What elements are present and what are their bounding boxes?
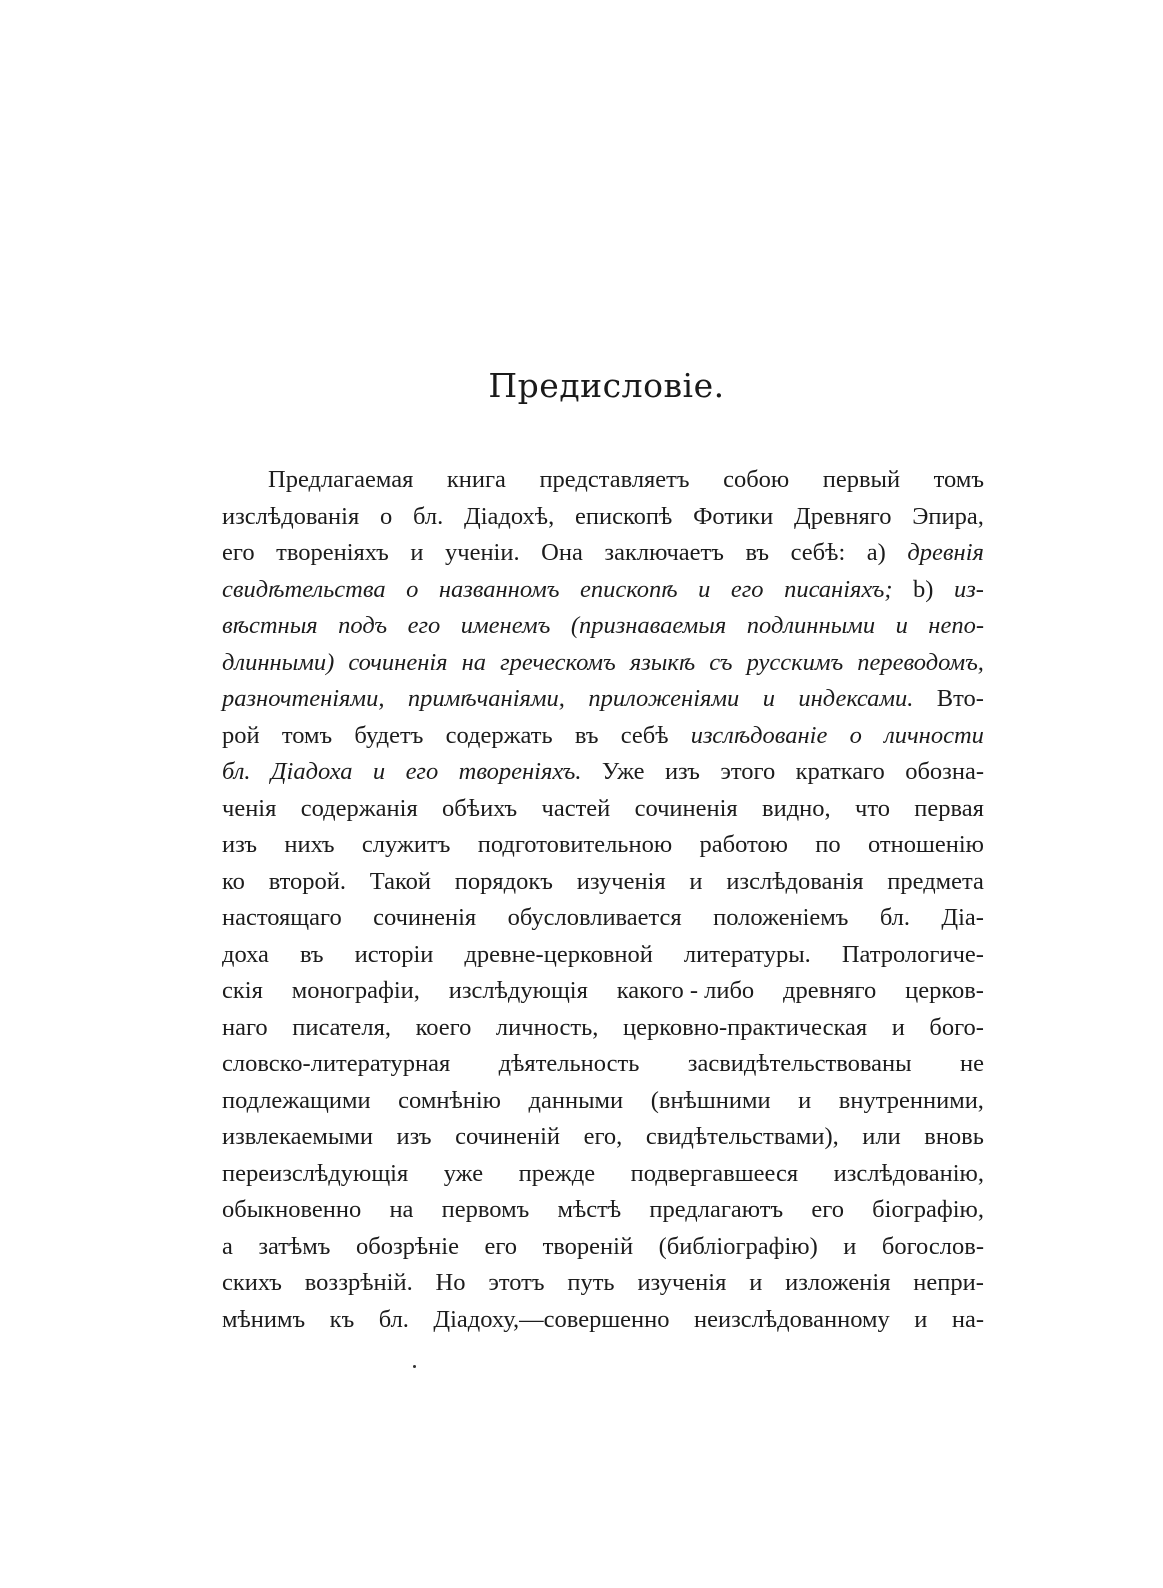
word: вновь [924, 1123, 984, 1150]
word: томъ [281, 721, 333, 749]
word: собою [723, 466, 790, 493]
word: изслѣдующія [448, 977, 588, 1004]
word: его [811, 1196, 844, 1223]
word: свидѣтельства [222, 575, 386, 603]
word: изложенія [785, 1269, 891, 1296]
word: книга [446, 466, 506, 493]
word: бл. [413, 502, 444, 530]
word: ко [222, 867, 245, 895]
word: работою [699, 831, 788, 858]
word: засвидѣтельствованы [687, 1050, 912, 1077]
word: епископѣ [580, 575, 678, 603]
word: скія [222, 977, 263, 1004]
word: Діадоху,—совершенно [433, 1305, 670, 1333]
word: монографіи, [291, 977, 420, 1004]
word: Но [435, 1269, 466, 1296]
text-line [222, 754, 984, 791]
text-line [222, 462, 984, 499]
word: приложеніями [588, 685, 740, 712]
text-line [222, 535, 984, 572]
word: представляетъ [539, 466, 690, 493]
word: Предлагаемая [268, 466, 414, 493]
word: а [222, 1232, 233, 1260]
word: b) [913, 575, 934, 603]
word: твореніяхъ [276, 539, 389, 566]
word: личность, [495, 1013, 599, 1041]
word: томъ [933, 466, 984, 493]
word: этого [720, 758, 776, 785]
word: подвергавшееся [630, 1159, 799, 1187]
word: его [730, 575, 764, 603]
word: переводомъ, [857, 648, 984, 676]
word: извлекаемыми [222, 1123, 373, 1150]
word: и [689, 867, 703, 895]
word: его [405, 758, 439, 785]
word: рой [222, 721, 260, 749]
word: содержанія [300, 794, 418, 822]
word: и [372, 758, 386, 785]
word: богослов- [881, 1232, 984, 1260]
word: мѣнимъ [222, 1305, 306, 1333]
word: древняго [783, 977, 877, 1004]
word: языкѣ [629, 648, 696, 676]
word: подлинными [746, 612, 876, 639]
word: древнія [907, 539, 984, 566]
word: церковно-практическая [622, 1013, 868, 1041]
text-line [222, 900, 984, 937]
word: Патрологиче- [841, 940, 984, 968]
word: служитъ [361, 831, 451, 858]
word: воззрѣній. [304, 1269, 413, 1296]
word: бого- [929, 1013, 984, 1041]
word: бл. [222, 758, 251, 785]
word: обусловливается [507, 904, 682, 931]
word: затѣмъ [258, 1232, 331, 1260]
word: изъ [222, 831, 258, 858]
preface-paragraph [222, 462, 984, 1338]
word: первая [914, 794, 984, 822]
word: краткаго [795, 758, 885, 785]
text-line [222, 791, 984, 828]
page-title: Предисловіе. [488, 366, 725, 405]
word: какого - либо [616, 977, 755, 1004]
text-line [222, 1192, 984, 1229]
word: названномъ [438, 575, 560, 603]
word: біографію, [872, 1196, 984, 1223]
word: второй. [268, 867, 347, 895]
word: изъ [664, 758, 700, 785]
word: обѣихъ [442, 794, 518, 822]
text-line [222, 1302, 984, 1339]
word: Такой [369, 867, 432, 895]
word: положеніемъ [713, 904, 849, 931]
word: сомнѣнію [398, 1086, 501, 1114]
word: твореній [542, 1232, 634, 1260]
word: и [891, 1013, 905, 1041]
word: себѣ [620, 721, 669, 749]
word: (внѣшними [650, 1086, 771, 1114]
word: Уже [601, 758, 645, 785]
word: съ [709, 648, 733, 676]
word: на [389, 1196, 414, 1223]
word: видно, [762, 794, 831, 822]
word: непри- [913, 1269, 984, 1296]
word: содержать [445, 721, 553, 749]
word: непо- [928, 612, 984, 639]
word: вѣстныя [222, 612, 318, 639]
text-line [222, 1229, 984, 1266]
word: наго [222, 1013, 268, 1041]
word: сочиненія [373, 904, 477, 931]
word: неизслѣдованному [694, 1305, 890, 1333]
word: Она [541, 539, 583, 566]
word: изслѣдованіе [690, 721, 828, 749]
word: его [407, 612, 441, 639]
word: подлежащими [222, 1086, 371, 1114]
word: изученія [637, 1269, 727, 1296]
word: переизслѣдующія [222, 1159, 409, 1187]
word: твореніяхъ. [458, 758, 582, 785]
word: и [895, 612, 908, 639]
word: настоящаго [222, 904, 342, 931]
word: Діадохѣ, [464, 502, 555, 530]
word: (признаваемыя [570, 612, 727, 639]
word: сочиненія [348, 648, 448, 676]
word: первомъ [441, 1196, 530, 1223]
word: Діадоха [270, 758, 353, 785]
word: изъ [396, 1123, 432, 1150]
word: Вто- [936, 685, 984, 712]
word: скихъ [222, 1269, 282, 1296]
word: что [855, 794, 890, 822]
word: примѣчаніями, [407, 685, 565, 712]
word: исторіи [354, 940, 434, 968]
word: из- [953, 575, 984, 603]
word: и [914, 1305, 928, 1333]
word: подготовительною [477, 831, 673, 858]
word: въ [745, 539, 770, 566]
word: не [959, 1050, 984, 1077]
word: русскимъ [746, 648, 844, 676]
word: Эпира, [912, 502, 984, 530]
word: на [461, 648, 487, 676]
word: заключаетъ [604, 539, 724, 566]
text-line [222, 864, 984, 901]
word: коего [415, 1013, 472, 1041]
text-line [222, 1083, 984, 1120]
print-speck [413, 1365, 416, 1368]
word: ученіи. [445, 539, 520, 566]
word: свидѣтельствами), [645, 1123, 839, 1150]
word: будетъ [354, 721, 424, 749]
word: нихъ [284, 831, 335, 858]
word: предлагаютъ [649, 1196, 784, 1223]
text-line [222, 1046, 984, 1083]
word: мѣстѣ [557, 1196, 622, 1223]
word: индексами. [798, 685, 914, 712]
word: о [380, 502, 393, 530]
text-line [222, 718, 984, 755]
word: a) [866, 539, 886, 566]
word: отношенію [867, 831, 984, 858]
word: путь [567, 1269, 615, 1296]
word: церков- [905, 977, 984, 1004]
word: въ [299, 940, 324, 968]
word: обыкновенно [222, 1196, 362, 1223]
word: греческомъ [500, 648, 616, 676]
word: данными [528, 1086, 624, 1114]
word: личности [884, 721, 984, 749]
word: и [843, 1232, 857, 1260]
text-line [222, 1010, 984, 1047]
word: Фотики [693, 502, 774, 530]
word: въ [574, 721, 599, 749]
word: на- [951, 1305, 984, 1333]
text-line [222, 499, 984, 536]
word: себѣ: [790, 539, 846, 566]
word: сочиненія [634, 794, 738, 822]
word: разночтеніями, [222, 685, 385, 712]
word: епископѣ [575, 502, 673, 530]
word: словско-литературная [222, 1050, 451, 1077]
text-line [222, 937, 984, 974]
word: о [406, 575, 419, 603]
word: порядокъ [454, 867, 553, 895]
word: писаніяхъ; [784, 575, 893, 603]
word: его [484, 1232, 518, 1260]
word: ченія [222, 794, 277, 822]
word: дѣятельность [498, 1050, 640, 1077]
text-line [222, 645, 984, 682]
word: длинными) [222, 648, 335, 676]
word: его [222, 539, 255, 566]
word: именемъ [460, 612, 551, 639]
word: изслѣдованію, [833, 1159, 984, 1187]
word: и [749, 1269, 763, 1296]
word: и [410, 539, 424, 566]
word: сочиненій [455, 1123, 561, 1150]
word: уже [443, 1159, 484, 1187]
text-line [222, 608, 984, 645]
text-line [222, 827, 984, 864]
text-line [222, 1156, 984, 1193]
text-line [222, 973, 984, 1010]
word: древне-церковной [464, 940, 653, 968]
word: частей [541, 794, 611, 822]
word: о [849, 721, 862, 749]
word: прежде [518, 1159, 596, 1187]
word: обозна- [905, 758, 984, 785]
word: изученія [576, 867, 666, 895]
word: первый [822, 466, 901, 493]
word: изслѣдованія [726, 867, 864, 895]
word: и [762, 685, 775, 712]
word: предмета [887, 867, 984, 895]
word: и [698, 575, 711, 603]
word: или [862, 1123, 901, 1150]
word: доха [222, 940, 269, 968]
word: (библіографію) [658, 1232, 818, 1260]
word: литературы. [683, 940, 811, 968]
word: и [798, 1086, 812, 1114]
text-line [222, 572, 984, 609]
text-line [222, 681, 984, 718]
word: обозрѣніе [355, 1232, 459, 1260]
word: Діа- [941, 904, 984, 931]
word: къ [329, 1305, 355, 1333]
word: по [815, 831, 841, 858]
word: подъ [338, 612, 388, 639]
word: бл. [879, 904, 911, 931]
word: писателя, [292, 1013, 392, 1041]
word: его, [583, 1123, 623, 1150]
text-line [222, 1265, 984, 1302]
word: Древняго [793, 502, 892, 530]
word: изслѣдованія [222, 502, 360, 530]
word: внутренними, [838, 1086, 984, 1114]
text-line [222, 1119, 984, 1156]
word: этотъ [488, 1269, 545, 1296]
word: бл. [378, 1305, 409, 1333]
